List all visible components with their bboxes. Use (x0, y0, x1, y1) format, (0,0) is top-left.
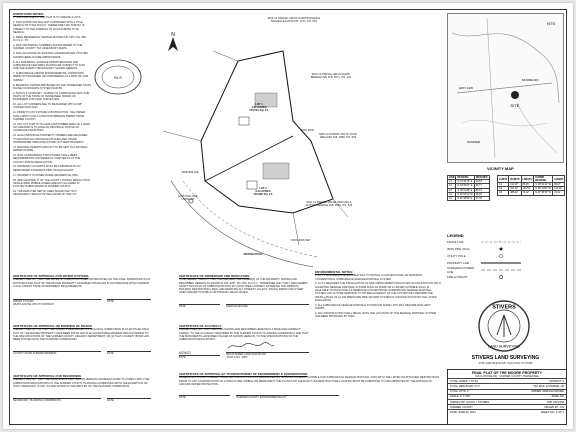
accuracy-rls: TN RLS NO. 2952 (226, 356, 248, 360)
legend-row (447, 273, 564, 280)
legend-label: IRON PIPE (OLD) (447, 246, 470, 251)
north-label: N (171, 32, 175, 38)
table-header-cell: CURVE (499, 177, 508, 181)
cert-recording-body: I HEREBY CERTIFY THAT THE SUBDIVISION PLAT SHOWN HEREON HAS BEEN FOUND TO COMPLY WITH THE SUBDIVISION REGULATIONS OF THE SUMNER COUNTY PLANNING COMMISSION WITH THE EXCEPTION OF SUCH VARIANCES, IF ANY, AS ARE NOTED IN THE MINUTES OF THE PLANNING COMMISSION. (13, 378, 150, 388)
survey-note: 18. PER CHAPTER 17 OF THE COUNTY ZONING RESOLUTION, SINGLE WIDE MOBILE HOMES ARE NOT ALLOWED IN PLATTED SUBDIVISIONS IN SUMNER COUNTY. (13, 178, 91, 189)
table-cell: N 38°11'26" W (534, 187, 553, 191)
table-cell: N 40°32'07" E (457, 184, 473, 188)
hydrant-legend-icon (481, 275, 521, 279)
survey-note: 3. DEED REFERENCE: MARSHA MOORE R.B. 5357, PG. 860 R.O.S.C., TN. (13, 35, 86, 43)
title-block-cell: TAX MAP: 12 PARCEL: 60 (533, 385, 564, 389)
table-cell: L2 (448, 184, 456, 188)
table-header-cell: LINE (449, 176, 455, 180)
table-cell: 612.07' (509, 187, 521, 191)
survey-note: 12. ANY LOT THAT IS TO HAVE A DISTURBED AREA OF 1 ACRE OR GREATER IS TO HAVE AN INDIVIDUAL NOTICE OF COVERAGE FROM TDEC. (13, 122, 91, 133)
cert-sewage-title: CERTIFICATE OF APPROVAL BY TN DEPARTMENT OF ENVIRONMENT & CONSERVATION (179, 373, 308, 376)
survey-note: 10. ALL LOT CORNERS ARE TO BE MARKED WITH A 5/8" CAPPED IRON ROD. (13, 103, 83, 110)
water-date-label: DATE (107, 300, 114, 304)
road-sign-label: COUNTY ROAD SUPERINTENDENT (13, 352, 57, 356)
table-cell: L4 (448, 192, 456, 196)
parcel-label-059: MAP 12 PARCEL 059.00 NICKUNS & AUSTIN GEORGE R.B. 4882, PG. 543 (305, 201, 353, 208)
cert-bonding (13, 325, 151, 371)
sewage-date-label: DATE (179, 396, 186, 400)
survey-note: 2. THIS SURVEYOR WAS NOT FURNISHED WITH A TITLE SEARCH OR TITLE POLICY, THEREFORE THIS SURVEY IS SUBJECT TO THE FINDINGS OF AN ACCURATE TITLE SEARCH. (13, 21, 85, 35)
surveyor-signature (226, 342, 276, 350)
iron-rod-label: IRON ROD (300, 129, 314, 132)
survey-note: 8. BEARINGS SHOWN ARE BASED ON THE TENNESSEE STATE PLANE COORDINATE SYSTEM (NAD 83). (13, 83, 91, 90)
cert-ownership (179, 275, 309, 321)
survey-note: 9. THIS IS A CATEGORY I SURVEY IN COMPLIANCE WITH THE PLATS OF THE STATE OF TENNESSEE, BOARD OF EXAMINERS FOR LAND SURVEYORS. (13, 91, 90, 102)
survey-note: 7. SUBSURFACE AND/OR ENVIRONMENTAL CONDITIONS WERE NOT EXAMINED OR CONSIDERED AS A PART OF THIS SURVEY. (13, 72, 89, 82)
title-block-cell: DRAWN BY: JJS (544, 405, 564, 409)
vicinity-map (447, 13, 564, 163)
table-header-cell: DISTANCE (475, 176, 488, 180)
survey-note: 15. NON-CONFORMING STRUCTURES SHALL MEET REQUIREMENTS CONTAINED AT CHAPTER 12 OF THE COUNTY ZONING RESOLUTION. (13, 154, 81, 164)
surveyor-notes-title: SURVEYORS NOTES: (13, 13, 44, 16)
legend-row (447, 252, 564, 259)
survey-note: 13. EACH INDIVIDUAL PROPERTY OWNERS ARE REQUIRED TO MAINTAIN ALL DRAINAGE DITCHES AND OTHER STORMWATER INFRASTRUCTURE ON THEIR PROPERTY. (13, 134, 88, 144)
road-label: MOORE ROAD (243, 253, 263, 256)
legend-label: PROPERTY LINE (447, 260, 470, 265)
table-cell: 26.03' (474, 192, 489, 196)
env-note: 4. NO CONSTRUCTION SHALL BEGIN UNTIL THE LOCATION OF THE SEWAGE DISPOSAL SYSTEM HAS BEEN APPROVED BY TDEC. (315, 312, 436, 319)
title-block-cell: SHEET NO.: 1 OF 1 (540, 411, 564, 415)
ownership-sign-label: MARSHA MOORE (226, 304, 248, 308)
env-notes (315, 271, 441, 369)
surveyor-seal (91, 55, 145, 99)
ownership-date-label: DATE (179, 304, 186, 308)
parcel-label-060-02: MAP 12 PARCEL 060.02 DAVID BREEDLOVE R.B. 4671, PG. 451 (310, 73, 352, 80)
cert-sewage-body: GENERAL APPROVAL IS HEREBY GRANTED FOR LOTS 1 & 2 AS DESIGNATED ON THIS PLAT AS BEING SUITABLE FOR SUBSURFACE SEWAGE DISPOSAL (SSD) WITH THE LISTED OR ATTACHED RESTRICTIONS. PRIOR TO ANY CONSTRUCTION OF A STRUCTURE, MOBILE OR PERMANENT, THE PLANS FOR THE EXACT HOUSE/STRUCTURE LOCATION MUST BE SUBMITTED TO AND APPROVED BY THE DIVISION OF GROUND WATER PROTECTION. (179, 376, 440, 386)
table-cell: 86.13' (474, 188, 489, 192)
cert-ownership-body: I (WE) HEREBY CERTIFY THAT I AM (WE ARE) THE OWNER(S) OF THE PROPERTY SHOWN AND DESCRIBED HEREON AS FOUND IN R.B. 5357, PG. 860, R.O.S.C., TENNESSEE AND THAT I (WE) HEREBY ADOPT THIS PLAN OF SUBDIVISION WITH MY (OUR) FREE CONSENT, ESTABLISH THE MINIMUM BUILDING RESTRICTION LINES, AND DEDICATE ALL STREETS, ALLEYS, WALKS, PARKS AND OTHER OPEN SPACES TO PUBLIC OR PRIVATE USE AS NOTED. (179, 278, 309, 295)
accuracy-date-value: 6/29/21 (179, 350, 191, 355)
vicinity-road-2: MOORE RD (522, 78, 539, 82)
table-cell: 388.42' (509, 191, 521, 195)
table-cell: 74.12' (521, 191, 534, 195)
table-header-cell: LENGTH (522, 177, 533, 181)
svg-text:RLS: RLS (114, 75, 122, 80)
lot2-label (243, 187, 283, 197)
title-block-row (448, 409, 566, 414)
env-note: 2. LOT 2 REQUIRES THE INSTALLATION OF SOIL IMPROVEMENT PRACTICES IN CONJUNCTION WITH ACCEPTED SEWAGE DISPOSAL SYSTEM SUCH AS PUMP, OR A LIMITED SUITABLE SOILS IS AVAILABLE TO DUPLICATE A 3-BEDROOM CONVENTIONAL SUBSURFACE SEWAGE DISPOSAL SYSTEM. ANY FUTURE REPAIR(S) TO OR REPLACEMENT OF THE SYSTEM WILL REQUIRE THE INSTALLATION OF A LOW PRESSURE PIPE OR DRIP SYSTEM IN CONJUNCTION WITH THE LISTED EVALUATION. (315, 282, 441, 302)
table-cell: S 23°06'11" W (457, 192, 473, 196)
cert-ownership-title: CERTIFICATE OF OWNERSHIP AND DEDICATION (179, 275, 250, 278)
table-row (498, 191, 565, 195)
table-cell: L1 (448, 180, 456, 184)
survey-note: 19. THE DEPICTED SEPTIC AREA SHOWN MAY NOT NECESSARILY RESULT IN THE HOUSE OF THE LOT. (13, 190, 78, 197)
plat-title: FINAL PLAT OF THE MOORE PROPERTY (471, 371, 543, 375)
table-cell: C3 (498, 191, 509, 195)
title-block-cell: ZONE: RR (551, 395, 564, 399)
plat-drawing (143, 31, 363, 271)
iron-rod-set-label: IRON ROD SET (291, 239, 311, 242)
lot2-sqft: 130,680 SQ. FT. (253, 193, 273, 197)
title-block-cell: SURVEYOR: JASON J. STIVERS (450, 400, 490, 404)
title-block (447, 369, 567, 425)
table-cell: 124.50' (521, 187, 534, 191)
cert-water-body: I HEREBY CERTIFY THAT THE WATER SYSTEM(S) OUTLINED OR INDICATED ON THE FINAL SUBDIVISION PLAT ENTITLED FINAL PLAT OF THE MOORE PROPERTY HAVE BEEN INSTALLED IN ACCORDANCE WITH CURRENT LOCAL AND/OR STATE GOVERNMENT REQUIREMENTS. (13, 278, 151, 288)
cert-water (13, 275, 151, 323)
table-cell: 88.07' (553, 183, 565, 187)
legend-label: UTILITY POLE (447, 253, 466, 258)
table-cell: 124.28' (553, 187, 565, 191)
sewage-sign-label: SUMNER COUNTY ENVIRONMENTALIST (236, 396, 287, 400)
vicinity-road-3: SUMNER (467, 140, 481, 144)
lot1-label (239, 103, 279, 113)
survey-note: 17. PROPERTY IS ZONED RURAL RESIDENTIAL (RR). (13, 173, 79, 177)
tripod-icon (497, 315, 511, 337)
cert-recording-title: CERTIFICATE OF APPROVAL FOR RECORDING (13, 375, 82, 378)
accuracy-date-label: DATE (179, 356, 186, 360)
title-block-cell: DATE: JUNE 22, 2021 (450, 411, 476, 415)
accuracy-sign-label: REGISTERED LAND SURVEYOR (226, 352, 267, 356)
adjoining-line (163, 51, 348, 245)
cert-accuracy-body: I HEREBY CERTIFY THAT THE PLAN SHOWN AND DESCRIBED HEREON IS A TRUE AND CORRECT SURVEY TO THE ACCURACY REQUIRED BY THE SUMNER COUNTY PLANNING COMMISSION, AND THAT THE MONUMENTS HAVE BEEN PLACED AS SHOWN HEREON, TO THE SPECIFICATIONS OF THE SUBDIVISION REGULATIONS. (179, 328, 309, 342)
survey-note: 11. PRIOR TO ANY FUTURE CONSTRUCTION, THE OWNER SHALL APPLY FOR A LAND DISTURBANCE PERMIT FROM SUMNER COUNTY. (13, 111, 86, 121)
water-sign-label: WATER SYSTEM (13, 300, 34, 304)
table-header-cell: BEARING (456, 176, 474, 180)
table-cell: 45.64' (474, 180, 489, 184)
table-header-cell: CHORD BEARING (534, 176, 553, 183)
lot1-name: LOT 1 (255, 103, 263, 106)
iron-pipe-icon (481, 247, 521, 251)
legend-row (447, 266, 564, 273)
vicinity-road-1: HWY 31W (459, 86, 473, 90)
cert-sewage (179, 373, 441, 421)
table-cell: L3 (448, 188, 456, 192)
table-cell: S 44°18'59" E (457, 197, 473, 201)
cert-recording (13, 375, 151, 421)
title-block-cell: TOTAL LOTS: 2 (450, 390, 469, 394)
surveyor-notes (13, 13, 91, 271)
cert-water-title: CERTIFICATE OF APPROVAL FOR WATER SYSTEMS (13, 275, 89, 278)
north-arrow-icon (168, 37, 178, 51)
table-cell: 35.77' (474, 184, 489, 188)
recording-date-label: DATE (107, 399, 114, 403)
table-header-cell: RADIUS (510, 177, 520, 181)
table-cell: N 27°45'33" W (535, 191, 551, 195)
table-cell: 88.15' (521, 183, 534, 187)
table-header-cell: CHORD (554, 177, 563, 181)
cert-bonding-title: CERTIFICATE OF APPROVAL OR BONDING OF ROADS (13, 325, 92, 328)
cert-bonding-body: I HEREBY CERTIFY: (1) THAT THE STREETS DESIGNATED ON THIS FINAL SUBDIVISION PLAT ENTITLED FINAL PLAT OF THE MOORE PROPERTY HAVE BEEN INSTALLED IN AN ACCEPTABLE MANNER AND ACCORDING TO THE SPECIFICATIONS OF THE SUMNER COUNTY HIGHWAY DEPARTMENT, OR (2) THAT A SURETY BOND HAS BEEN POSTED WITH THE PLANNING COMMISSION. (13, 328, 150, 342)
lot2-area: 3.00 ACRES (255, 190, 271, 194)
env-note: 1. LOT 1 HAS ADEQUATE SUITABLE SOIL TO INSTALL A CONVENTIONAL OR MODIFIED CONVENTIONAL SUBSURFACE SEWAGE DISPOSAL SYSTEM. (315, 274, 422, 281)
lot2-name: LOT 2 (259, 187, 267, 190)
table-cell: N 14°44'15" E (457, 180, 473, 184)
hydrant-label: EXISTING FIRE HYDRANT (178, 195, 198, 202)
title-block-cell: JOB: 2021-064 (546, 400, 564, 404)
plat-location: 315 & MOORE RD., SUMNER COUNTY, TENNESSEE (475, 375, 539, 378)
recording-sign-label: SECRETARY, PLANNING COMMISSION (13, 399, 61, 403)
utility-pole-icon (481, 254, 521, 258)
legend-label: FENCE LINE (447, 239, 464, 244)
cert-accuracy (179, 325, 309, 369)
lot1-area: 4.97 ACRES (251, 106, 267, 110)
title-block-cell: TOTAL ACRES: 7.97 AC (450, 379, 479, 383)
title-block-cell: TOTAL NEW ROAD: 0 FT (450, 385, 480, 389)
survey-note: 5. THE LOCATIONS OF EXISTING UNDERGROUND UTILITIES SHOWN HERE ON ARE APPROXIMATE. (13, 52, 88, 59)
nts-tag: NTS (547, 21, 555, 26)
table-cell: 74.01' (553, 191, 565, 195)
survey-note: 16. DRIVEWAY CULVERTS MUST BE A MINIMUM OF 15" REINFORCED CONCRETE PIPE OR EQUIVALENT. (13, 165, 81, 172)
legend-label: FIRE HYDRANT (447, 274, 468, 279)
title-block-cell: SCALE: 1" = 100' (450, 395, 471, 399)
plat-sheet (3, 3, 573, 429)
company-name: STIVERS LAND SURVEYING (471, 355, 540, 361)
table-header-row (448, 176, 490, 180)
lot1-sqft: 216,521 SQ. FT. (249, 109, 269, 113)
notes-list (13, 16, 91, 196)
table-row (448, 196, 490, 200)
survey-note: 4. MAP AND PARCEL NUMBERS SHOWN REFER TO THE SUMNER COUNTY TAX ASSESSOR'S MAPS. (13, 44, 83, 51)
vicinity-map-title: VICINITY MAP (487, 166, 514, 171)
parcel-label-060-01: MAP 12 PARCEL 060.01 JOHN WEILAND R.B. 4880, PG. 554 (319, 133, 357, 140)
legend-row (447, 245, 564, 252)
survey-note: 6. ALL BUILDINGS, SURFACE APPURTENANCES AND SUBSURFACE FEATURES SHOWN ARE SUBJECT TO THIS SITE THE SURVEY NECESSARILY SHOWN HEREON. (13, 60, 85, 71)
survey-note: 1. THE PURPOSE OF THIS PLAT IS TO CREATE 2 LOTS. (13, 16, 82, 20)
title-block-cell: DISTRICT: 2 (549, 379, 564, 383)
house-1 (239, 117, 249, 125)
cert-accuracy-title: CERTIFICATE OF ACCURACY (179, 325, 222, 328)
water-sign-sub: WHITE HOUSE UTILITY DISTRICT (13, 303, 55, 307)
table-header-row (498, 176, 565, 183)
parcel-label-060-03: MAP 12 PARCEL 060.03 CHRISTOPHER & MICHELLE HAUN R.B. 4971, PG. 543 (267, 17, 321, 24)
table-cell: S 79°21'28" E (457, 188, 473, 192)
env-notes-title: ENVIRONMENTAL NOTES: (315, 271, 354, 274)
company-address: 1735 CARLISLE ROAD, GALLATIN, TN 37066 (478, 362, 533, 365)
legend-row (447, 238, 564, 245)
seal-bottom-text: LAND SURVEYING (488, 344, 520, 349)
legend-label: OVERHEAD POWER LINE (447, 265, 475, 274)
title-block-cell: SUMNER COUNTY (450, 405, 473, 409)
curve-table (497, 175, 565, 196)
table-cell: C1 (498, 183, 509, 187)
site-marker-icon (511, 91, 519, 99)
legend (447, 233, 564, 291)
table-cell: N 48°34'12" W (535, 183, 551, 187)
legend-title: LEGEND (447, 233, 464, 238)
env-note: 3. ALL SUBSURFACE SEWAGE DISPOSAL SYSTEM ON SOME LOTS MAY REQUIRE EFFLUENT PUMPS. (315, 303, 431, 311)
line-table (447, 175, 495, 201)
seal-top-text: STIVERS (492, 304, 516, 311)
centerline-label: CENTERLINE (181, 171, 199, 174)
table-cell: L5 (448, 196, 456, 200)
table-cell: 67.78' (474, 196, 489, 200)
title-block-cell: OWNER: MARSHA MOORE (531, 390, 564, 394)
septic-area-2 (263, 163, 289, 179)
survey-note: 14. BUILDING PERMITS ARE NOT TO BE SETT IN A NATURAL WATERCOURSE. (13, 145, 88, 153)
table-cell: C2 (498, 187, 509, 191)
company-seal (477, 299, 531, 353)
site-label: SITE (510, 103, 520, 108)
table-cell: 612.07' (509, 183, 521, 187)
road-date-label: DATE (107, 352, 114, 356)
